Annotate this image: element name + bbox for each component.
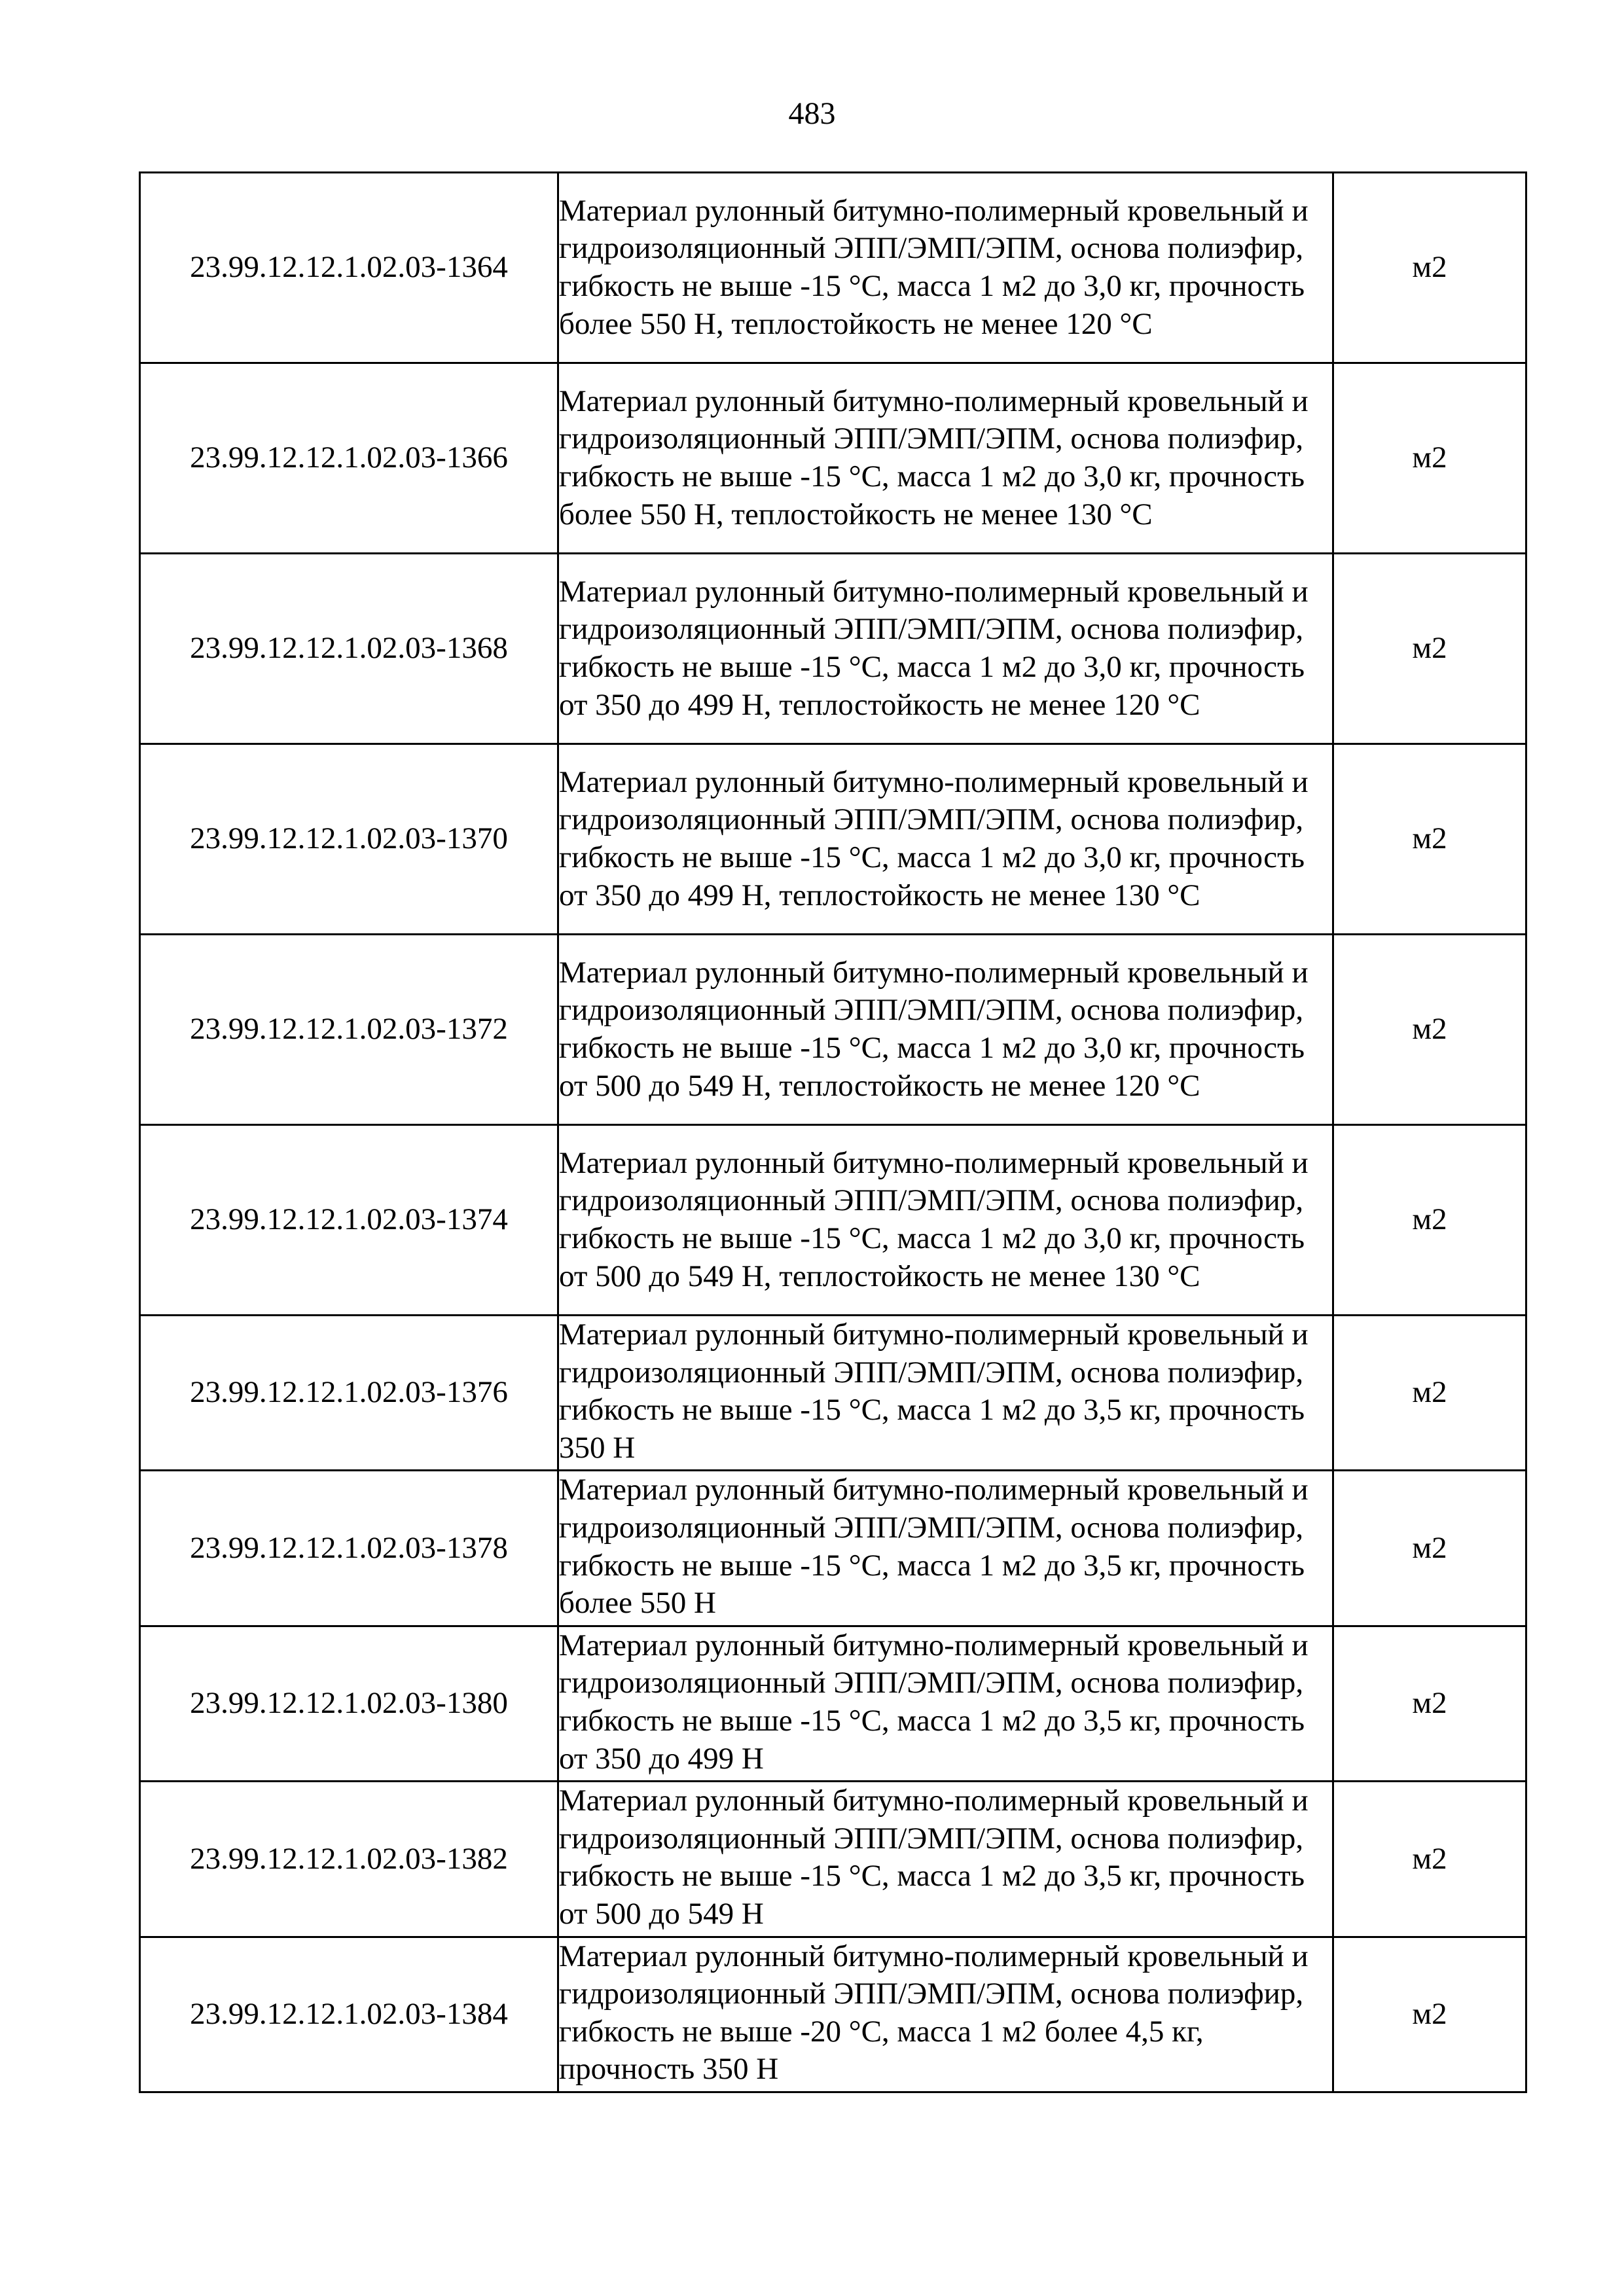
row-code: 23.99.12.12.1.02.03-1372	[140, 935, 558, 1125]
row-unit: м2	[1333, 1937, 1526, 2092]
row-description: Материал рулонный битумно-полимерный кровельный и гидроизоляционный ЭПП/ЭМП/ЭПМ, основа полиэфир, гибкость не выше -15 °С, масса 1 м2 до 3,5 кг, прочность от 500 до 549 Н	[558, 1782, 1333, 1937]
row-description: Материал рулонный битумно-полимерный кровельный и гидроизоляционный ЭПП/ЭМП/ЭПМ, основа полиэфир, гибкость не выше -15 °С, масса 1 м2 до 3,0 кг, прочность более 550 Н, теплостойкость не менее 120 °С	[558, 173, 1333, 363]
row-unit: м2	[1333, 363, 1526, 554]
row-unit: м2	[1333, 1626, 1526, 1781]
table-row	[140, 1626, 1526, 1781]
row-unit: м2	[1333, 1125, 1526, 1316]
row-unit: м2	[1333, 935, 1526, 1125]
row-unit: м2	[1333, 744, 1526, 935]
row-code: 23.99.12.12.1.02.03-1376	[140, 1316, 558, 1471]
row-code: 23.99.12.12.1.02.03-1364	[140, 173, 558, 363]
row-description: Материал рулонный битумно-полимерный кровельный и гидроизоляционный ЭПП/ЭМП/ЭПМ, основа полиэфир, гибкость не выше -15 °С, масса 1 м2 до 3,0 кг, прочность более 550 Н, теплостойкость не менее 130 °С	[558, 363, 1333, 554]
row-code: 23.99.12.12.1.02.03-1374	[140, 1125, 558, 1316]
table-row	[140, 1316, 1526, 1471]
row-unit: м2	[1333, 1471, 1526, 1626]
page-number: 483	[788, 96, 836, 131]
row-code: 23.99.12.12.1.02.03-1370	[140, 744, 558, 935]
row-code: 23.99.12.12.1.02.03-1380	[140, 1626, 558, 1781]
row-description: Материал рулонный битумно-полимерный кровельный и гидроизоляционный ЭПП/ЭМП/ЭПМ, основа полиэфир, гибкость не выше -15 °С, масса 1 м2 до 3,5 кг, прочность более 550 Н	[558, 1471, 1333, 1626]
row-description: Материал рулонный битумно-полимерный кровельный и гидроизоляционный ЭПП/ЭМП/ЭПМ, основа полиэфир, гибкость не выше -15 °С, масса 1 м2 до 3,0 кг, прочность от 500 до 549 Н, теплостойкость не менее 130 °С	[558, 1125, 1333, 1316]
table-row	[140, 173, 1526, 363]
table-row	[140, 1937, 1526, 2092]
materials-table	[139, 171, 1527, 2093]
row-description: Материал рулонный битумно-полимерный кровельный и гидроизоляционный ЭПП/ЭМП/ЭПМ, основа полиэфир, гибкость не выше -20 °С, масса 1 м2 более 4,5 кг, прочность 350 Н	[558, 1937, 1333, 2092]
row-unit: м2	[1333, 554, 1526, 744]
row-code: 23.99.12.12.1.02.03-1384	[140, 1937, 558, 2092]
row-description: Материал рулонный битумно-полимерный кровельный и гидроизоляционный ЭПП/ЭМП/ЭПМ, основа полиэфир, гибкость не выше -15 °С, масса 1 м2 до 3,0 кг, прочность от 350 до 499 Н, теплостойкость не менее 130 °С	[558, 744, 1333, 935]
table-row	[140, 935, 1526, 1125]
table-row	[140, 744, 1526, 935]
table-row	[140, 554, 1526, 744]
row-code: 23.99.12.12.1.02.03-1366	[140, 363, 558, 554]
row-code: 23.99.12.12.1.02.03-1382	[140, 1782, 558, 1937]
table-row	[140, 1125, 1526, 1316]
row-unit: м2	[1333, 1782, 1526, 1937]
table-row	[140, 1471, 1526, 1626]
row-code: 23.99.12.12.1.02.03-1368	[140, 554, 558, 744]
row-description: Материал рулонный битумно-полимерный кровельный и гидроизоляционный ЭПП/ЭМП/ЭПМ, основа полиэфир, гибкость не выше -15 °С, масса 1 м2 до 3,5 кг, прочность от 350 до 499 Н	[558, 1626, 1333, 1781]
row-unit: м2	[1333, 173, 1526, 363]
table-row	[140, 1782, 1526, 1937]
row-unit: м2	[1333, 1316, 1526, 1471]
row-code: 23.99.12.12.1.02.03-1378	[140, 1471, 558, 1626]
row-description: Материал рулонный битумно-полимерный кровельный и гидроизоляционный ЭПП/ЭМП/ЭПМ, основа полиэфир, гибкость не выше -15 °С, масса 1 м2 до 3,0 кг, прочность от 500 до 549 Н, теплостойкость не менее 120 °С	[558, 935, 1333, 1125]
table-row	[140, 363, 1526, 554]
row-description: Материал рулонный битумно-полимерный кровельный и гидроизоляционный ЭПП/ЭМП/ЭПМ, основа полиэфир, гибкость не выше -15 °С, масса 1 м2 до 3,5 кг, прочность 350 Н	[558, 1316, 1333, 1471]
row-description: Материал рулонный битумно-полимерный кровельный и гидроизоляционный ЭПП/ЭМП/ЭПМ, основа полиэфир, гибкость не выше -15 °С, масса 1 м2 до 3,0 кг, прочность от 350 до 499 Н, теплостойкость не менее 120 °С	[558, 554, 1333, 744]
